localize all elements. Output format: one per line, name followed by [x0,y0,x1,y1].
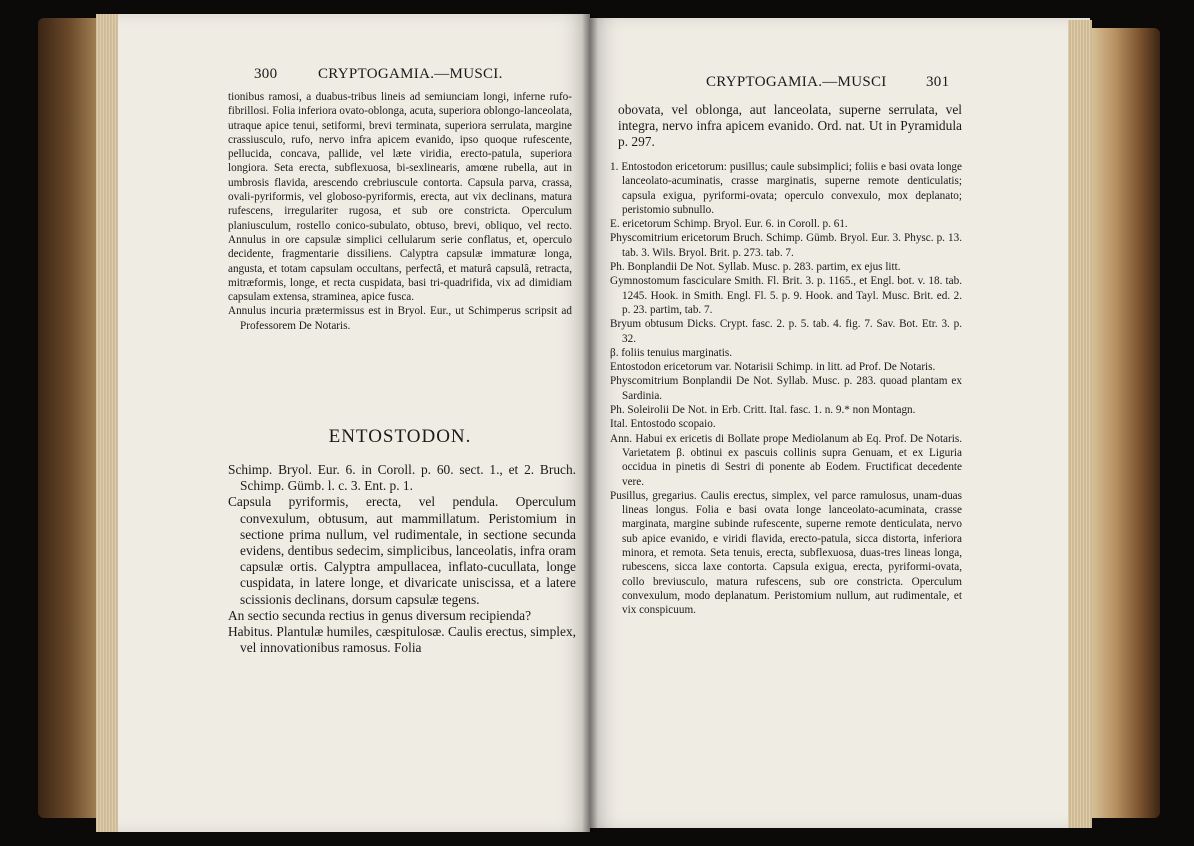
right-page-number: 301 [926,74,950,90]
paragraph: Capsula pyriformis, erecta, vel pendula. Operculum convexulum, obtusum, aut mammillatum. Peristomium in sectione prima nullum, vel rudimentale, in sectione secunda evidens, dentibus sedecim, simplicibus, lanceolatis, infra oram capsulæ ortis. Calyptra ampullacea, inflato-cucullata, longe cuspidata, in latere longe, et divaricate uniscissa, et a latere scissionis declinans, dorsum capsulæ tegens. [228,494,576,607]
synonym: E. ericetorum Schimp. Bryol. Eur. 6. in Coroll. p. 61. [610,218,848,231]
synonym: Ph. Soleirolii De Not. in Erb. Critt. Ital. fasc. 1. n. 9.* non Montagn. [610,404,916,417]
paragraph: tionibus ramosi, a duabus-tribus lineis ad semiunciam longi, inferne rufo-fibrillosi. Folia inferiora ovato-oblonga, acuta, superiora oblongo-lanceolata, utraque apice tenui, setiformi, brevi terminata, superiora serrulata, margine crassiusculo, rufo, nervo infra apicem evanido, ipso quoque rufescente, pellucida, concava, pallide, vel læte viridia, erecto-patula, superiora longiora. Seta erecta, subflexuosa, bi-sexlinearis, amœne rubella, aut in umbrosis flavida, arescendo crebriuscule contorta. Capsula parva, crassa, ovali-pyriformis, vel globoso-pyriformis, erecta, aut vix declinans, matura rufescens, irregulariter rugosa, et sub ore constricta. Operculum planiusculum, rostello conico-subulato, obtuso, brevi, obliquo, vel recto. Annulus in ore capsulæ simplici cellularum serie conflatus, et, operculo decidente, fragmentarie dissiliens. Calyptra capsulæ immaturæ longa, angusta, et totam capsulam occultans, perfectâ, et maturâ capsulâ, retracta, mitræformis, longe, et recta cuspidata, basi tri-quadrifida, vix ad dimidiam capsulam extensa, straminea, apice fusca. [228,91,572,304]
synonym: Bryum obtusum Dicks. Crypt. fasc. 2. p. 5. tab. 4. fig. 7. Sav. Bot. Etr. 3. p. 32. [610,318,962,345]
description: Pusillus, gregarius. Caulis erectus, simplex, vel parce ramulosus, unam-duas lineas longus. Folia e basi ovata longe lanceolato-acuminata, crasse marginata, margine subinde rufescente, superne remote denticulata, nervo sub apice evanido, e viridi flavida, erecto-patula, sicca distorta, inferiora minora, et remota. Seta tenuis, erecta, subflexuosa, duas-tres lineas longa, rubescens, sicca laxe contorta. Capsula exigua, erecta, pyriformi-ovata, collo breviusculo, matura rufescens, sub ore constricta. Operculum convexulum, modo deplanatum. Peristomium nullum, aut rudimentale, et vix conspicuum. [610,489,962,617]
italian-name: Ital. Entostodo scopaio. [610,418,716,431]
synonym: Gymnostomum fasciculare Smith. Fl. Brit. 3. p. 1165., et Engl. bot. v. 18. tab. 1245. Hook. in Smith. Engl. Fl. 5. p. 9. Hook. and Tayl. Musc. Brit. ed. 2. p. 23. partim, tab. 7. [610,275,962,316]
right-page [590,18,1090,828]
species-entry: 1. Entostodon ericetorum: pusillus; caule subsimplici; foliis e basi ovata longe lanceolato-acuminatis, crasse marginatis, superne remote denticulatis; capsula exigua, pyriformi-ovata; operculo convexulo, mox deplanato; peristomio subnullo. [610,161,962,216]
annotation: Ann. Habui ex ericetis di Bollate prope Mediolanum ab Eq. Prof. De Notaris. Varietatem β. obtinui ex pascuis collinis supra Genuam, et ex Liguria occidua in pinetis di Sestri di ponente ab Eodem. Fructificat decedente vere. [610,432,962,488]
book-gutter [582,14,598,832]
paragraph: An sectio secunda rectius in genus diversum recipienda? [228,607,532,623]
right-page-edges [1068,20,1092,828]
variety: β. foliis tenuius marginatis. [610,346,733,359]
synonym: Physcomitrium ericetorum Bruch. Schimp. Gümb. Bryol. Eur. 3. Physc. p. 13. tab. 3. Wils. Bryol. Brit. p. 273. tab. 7. [610,232,962,259]
synonym: Ph. Bonplandii De Not. Syllab. Musc. p. 283. partim, ex ejus litt. [610,261,901,274]
left-body-text [228,462,576,656]
right-cover [1090,28,1160,818]
left-running-head: CRYPTOGAMIA.—MUSCI. [318,66,503,82]
left-top-text [228,90,572,333]
left-page [96,14,590,832]
synonym: Physcomitrium Bonplandii De Not. Syllab. Musc. p. 283. quoad plantam ex Sardinia. [610,375,962,402]
citation: Schimp. Bryol. Eur. 6. in Coroll. p. 60. sect. 1., et 2. Bruch. Schimp. Gümb. l. c. 3. Ent. p. 1. [228,462,576,494]
right-entries [610,160,962,618]
left-page-number: 300 [254,66,278,82]
paragraph: Annulus incuria prætermissus est in Bryol. Eur., ut Schimperus scripsit ad Professorem De Notaris. [228,305,572,332]
left-page-edges [96,14,118,832]
right-intro: obovata, vel oblonga, aut lanceolata, superne serrulata, vel integra, nervo infra apicem evanido. Ord. nat. Ut in Pyramidula p. 297. [618,102,962,150]
synonym: Entostodon ericetorum var. Notarisii Schimp. in litt. ad Prof. De Notaris. [610,361,936,374]
section-title: ENTOSTODON. [328,426,472,447]
paragraph: Habitus. Plantulæ humiles, cæspitulosæ. Caulis erectus, simplex, vel innovationibus ramosus. Folia [228,624,576,656]
right-running-head: CRYPTOGAMIA.—MUSCI [706,74,887,90]
